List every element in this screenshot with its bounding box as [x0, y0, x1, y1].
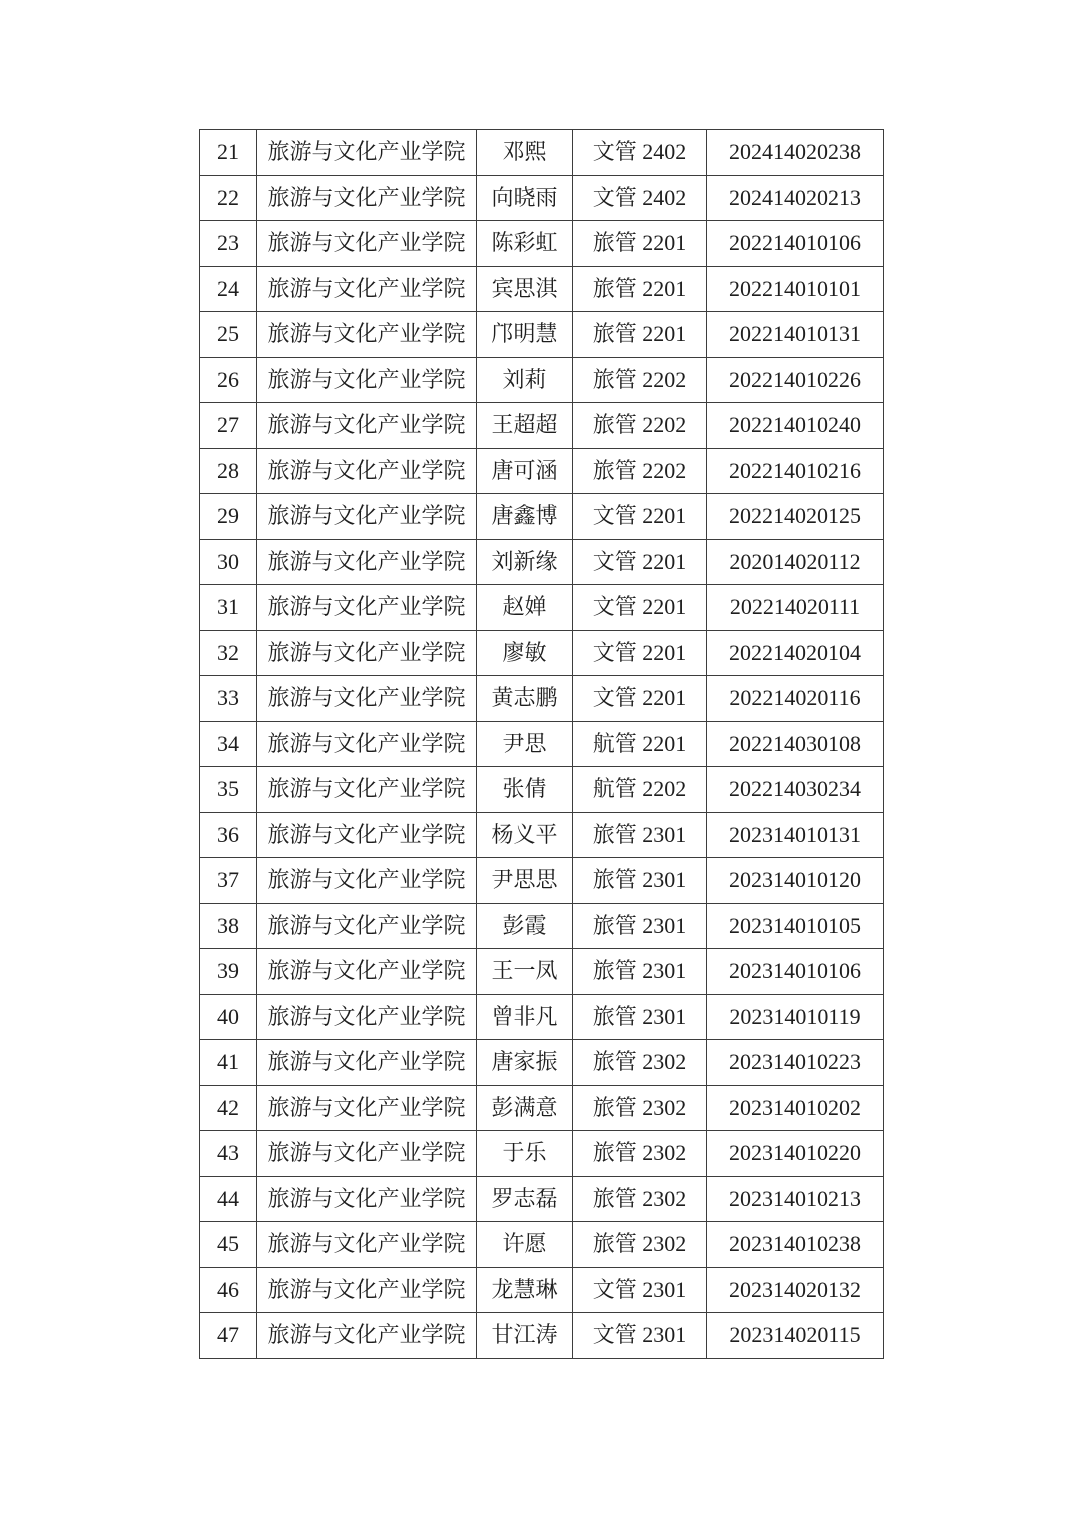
- cell-class: 旅管 2301: [573, 949, 707, 995]
- cell-class: 文管 2201: [573, 630, 707, 676]
- cell-student-id: 202314010213: [707, 1176, 884, 1222]
- cell-student-name: 王超超: [477, 403, 573, 449]
- table-row: [200, 630, 884, 676]
- cell-class: 旅管 2301: [573, 858, 707, 904]
- cell-student-id: 202214010216: [707, 448, 884, 494]
- cell-college: 旅游与文化产业学院: [257, 585, 477, 631]
- cell-student-id: 202214020111: [707, 585, 884, 631]
- cell-row-number: 30: [200, 539, 257, 585]
- cell-college: 旅游与文化产业学院: [257, 312, 477, 358]
- table-row: [200, 494, 884, 540]
- cell-student-id: 202214010240: [707, 403, 884, 449]
- cell-student-id: 202214010101: [707, 266, 884, 312]
- cell-college: 旅游与文化产业学院: [257, 130, 477, 176]
- cell-class: 旅管 2202: [573, 357, 707, 403]
- cell-student-name: 唐家振: [477, 1040, 573, 1086]
- cell-college: 旅游与文化产业学院: [257, 266, 477, 312]
- cell-class: 文管 2201: [573, 494, 707, 540]
- table-row: [200, 903, 884, 949]
- table-body: [200, 130, 884, 1359]
- cell-row-number: 21: [200, 130, 257, 176]
- cell-college: 旅游与文化产业学院: [257, 1176, 477, 1222]
- cell-class: 旅管 2201: [573, 266, 707, 312]
- table-row: [200, 949, 884, 995]
- cell-college: 旅游与文化产业学院: [257, 539, 477, 585]
- cell-row-number: 29: [200, 494, 257, 540]
- cell-row-number: 31: [200, 585, 257, 631]
- cell-row-number: 32: [200, 630, 257, 676]
- cell-student-name: 杨义平: [477, 812, 573, 858]
- cell-student-name: 曾非凡: [477, 994, 573, 1040]
- cell-student-id: 202314020132: [707, 1267, 884, 1313]
- cell-row-number: 46: [200, 1267, 257, 1313]
- cell-class: 旅管 2302: [573, 1085, 707, 1131]
- cell-class: 文管 2201: [573, 585, 707, 631]
- cell-class: 文管 2201: [573, 539, 707, 585]
- cell-row-number: 22: [200, 175, 257, 221]
- cell-college: 旅游与文化产业学院: [257, 494, 477, 540]
- cell-row-number: 36: [200, 812, 257, 858]
- cell-student-id: 202414020213: [707, 175, 884, 221]
- cell-class: 文管 2301: [573, 1313, 707, 1359]
- cell-student-name: 赵婵: [477, 585, 573, 631]
- cell-college: 旅游与文化产业学院: [257, 403, 477, 449]
- table-row: [200, 1040, 884, 1086]
- cell-college: 旅游与文化产业学院: [257, 858, 477, 904]
- cell-student-name: 甘江涛: [477, 1313, 573, 1359]
- cell-student-name: 尹思思: [477, 858, 573, 904]
- cell-college: 旅游与文化产业学院: [257, 221, 477, 267]
- cell-college: 旅游与文化产业学院: [257, 357, 477, 403]
- cell-row-number: 41: [200, 1040, 257, 1086]
- cell-class: 航管 2202: [573, 767, 707, 813]
- cell-student-name: 宾思淇: [477, 266, 573, 312]
- cell-college: 旅游与文化产业学院: [257, 721, 477, 767]
- cell-class: 旅管 2301: [573, 994, 707, 1040]
- cell-student-id: 202314010119: [707, 994, 884, 1040]
- cell-student-name: 陈彩虹: [477, 221, 573, 267]
- cell-row-number: 47: [200, 1313, 257, 1359]
- cell-student-id: 202314020115: [707, 1313, 884, 1359]
- cell-college: 旅游与文化产业学院: [257, 812, 477, 858]
- table-row: [200, 812, 884, 858]
- student-roster-table: [199, 129, 884, 1359]
- cell-class: 旅管 2302: [573, 1222, 707, 1268]
- cell-class: 旅管 2202: [573, 403, 707, 449]
- cell-row-number: 25: [200, 312, 257, 358]
- cell-student-name: 王一凤: [477, 949, 573, 995]
- cell-student-id: 202214020125: [707, 494, 884, 540]
- cell-student-id: 202214010106: [707, 221, 884, 267]
- cell-class: 旅管 2302: [573, 1131, 707, 1177]
- table-row: [200, 994, 884, 1040]
- cell-row-number: 39: [200, 949, 257, 995]
- table-row: [200, 448, 884, 494]
- cell-student-id: 202214010131: [707, 312, 884, 358]
- table-row: [200, 1131, 884, 1177]
- cell-student-name: 张倩: [477, 767, 573, 813]
- table-row: [200, 1313, 884, 1359]
- cell-class: 旅管 2202: [573, 448, 707, 494]
- cell-student-name: 邝明慧: [477, 312, 573, 358]
- table-row: [200, 721, 884, 767]
- cell-student-name: 廖敏: [477, 630, 573, 676]
- cell-row-number: 43: [200, 1131, 257, 1177]
- cell-row-number: 44: [200, 1176, 257, 1222]
- cell-class: 文管 2402: [573, 175, 707, 221]
- cell-row-number: 38: [200, 903, 257, 949]
- cell-row-number: 34: [200, 721, 257, 767]
- cell-row-number: 40: [200, 994, 257, 1040]
- cell-student-id: 202014020112: [707, 539, 884, 585]
- cell-student-id: 202214020116: [707, 676, 884, 722]
- cell-student-id: 202214030234: [707, 767, 884, 813]
- cell-class: 文管 2301: [573, 1267, 707, 1313]
- cell-class: 旅管 2302: [573, 1176, 707, 1222]
- cell-student-name: 龙慧琳: [477, 1267, 573, 1313]
- cell-student-id: 202314010238: [707, 1222, 884, 1268]
- cell-student-name: 唐鑫博: [477, 494, 573, 540]
- cell-row-number: 24: [200, 266, 257, 312]
- table-row: [200, 767, 884, 813]
- cell-student-id: 202214030108: [707, 721, 884, 767]
- cell-student-id: 202314010106: [707, 949, 884, 995]
- cell-student-id: 202214010226: [707, 357, 884, 403]
- cell-row-number: 27: [200, 403, 257, 449]
- cell-college: 旅游与文化产业学院: [257, 1313, 477, 1359]
- cell-college: 旅游与文化产业学院: [257, 1085, 477, 1131]
- cell-college: 旅游与文化产业学院: [257, 994, 477, 1040]
- cell-class: 航管 2201: [573, 721, 707, 767]
- table-row: [200, 1176, 884, 1222]
- cell-class: 旅管 2301: [573, 903, 707, 949]
- cell-student-name: 邓熙: [477, 130, 573, 176]
- cell-college: 旅游与文化产业学院: [257, 630, 477, 676]
- cell-row-number: 42: [200, 1085, 257, 1131]
- cell-college: 旅游与文化产业学院: [257, 949, 477, 995]
- table-row: [200, 130, 884, 176]
- cell-class: 旅管 2201: [573, 312, 707, 358]
- table-row: [200, 357, 884, 403]
- cell-row-number: 23: [200, 221, 257, 267]
- cell-college: 旅游与文化产业学院: [257, 1040, 477, 1086]
- cell-student-name: 尹思: [477, 721, 573, 767]
- table-row: [200, 403, 884, 449]
- cell-student-id: 202314010220: [707, 1131, 884, 1177]
- cell-college: 旅游与文化产业学院: [257, 448, 477, 494]
- table-row: [200, 539, 884, 585]
- cell-student-id: 202314010105: [707, 903, 884, 949]
- cell-row-number: 35: [200, 767, 257, 813]
- cell-student-name: 唐可涵: [477, 448, 573, 494]
- cell-college: 旅游与文化产业学院: [257, 676, 477, 722]
- table-row: [200, 266, 884, 312]
- cell-student-name: 向晓雨: [477, 175, 573, 221]
- table-row: [200, 1267, 884, 1313]
- cell-college: 旅游与文化产业学院: [257, 1222, 477, 1268]
- cell-student-name: 刘莉: [477, 357, 573, 403]
- table-row: [200, 221, 884, 267]
- cell-student-name: 许愿: [477, 1222, 573, 1268]
- cell-row-number: 26: [200, 357, 257, 403]
- cell-class: 旅管 2302: [573, 1040, 707, 1086]
- cell-college: 旅游与文化产业学院: [257, 175, 477, 221]
- table-row: [200, 1222, 884, 1268]
- cell-class: 旅管 2301: [573, 812, 707, 858]
- cell-student-id: 202314010120: [707, 858, 884, 904]
- cell-college: 旅游与文化产业学院: [257, 1267, 477, 1313]
- table-row: [200, 858, 884, 904]
- cell-row-number: 37: [200, 858, 257, 904]
- cell-row-number: 33: [200, 676, 257, 722]
- cell-row-number: 45: [200, 1222, 257, 1268]
- table-row: [200, 312, 884, 358]
- cell-class: 文管 2402: [573, 130, 707, 176]
- table-row: [200, 676, 884, 722]
- cell-student-name: 于乐: [477, 1131, 573, 1177]
- cell-student-name: 彭满意: [477, 1085, 573, 1131]
- cell-college: 旅游与文化产业学院: [257, 1131, 477, 1177]
- cell-student-name: 黄志鹏: [477, 676, 573, 722]
- cell-student-name: 刘新缘: [477, 539, 573, 585]
- cell-college: 旅游与文化产业学院: [257, 767, 477, 813]
- cell-student-name: 彭霞: [477, 903, 573, 949]
- cell-class: 文管 2201: [573, 676, 707, 722]
- cell-student-id: 202414020238: [707, 130, 884, 176]
- cell-college: 旅游与文化产业学院: [257, 903, 477, 949]
- table-row: [200, 585, 884, 631]
- table-row: [200, 1085, 884, 1131]
- table-row: [200, 175, 884, 221]
- cell-student-id: 202314010223: [707, 1040, 884, 1086]
- cell-class: 旅管 2201: [573, 221, 707, 267]
- cell-row-number: 28: [200, 448, 257, 494]
- cell-student-id: 202214020104: [707, 630, 884, 676]
- cell-student-id: 202314010131: [707, 812, 884, 858]
- cell-student-id: 202314010202: [707, 1085, 884, 1131]
- cell-student-name: 罗志磊: [477, 1176, 573, 1222]
